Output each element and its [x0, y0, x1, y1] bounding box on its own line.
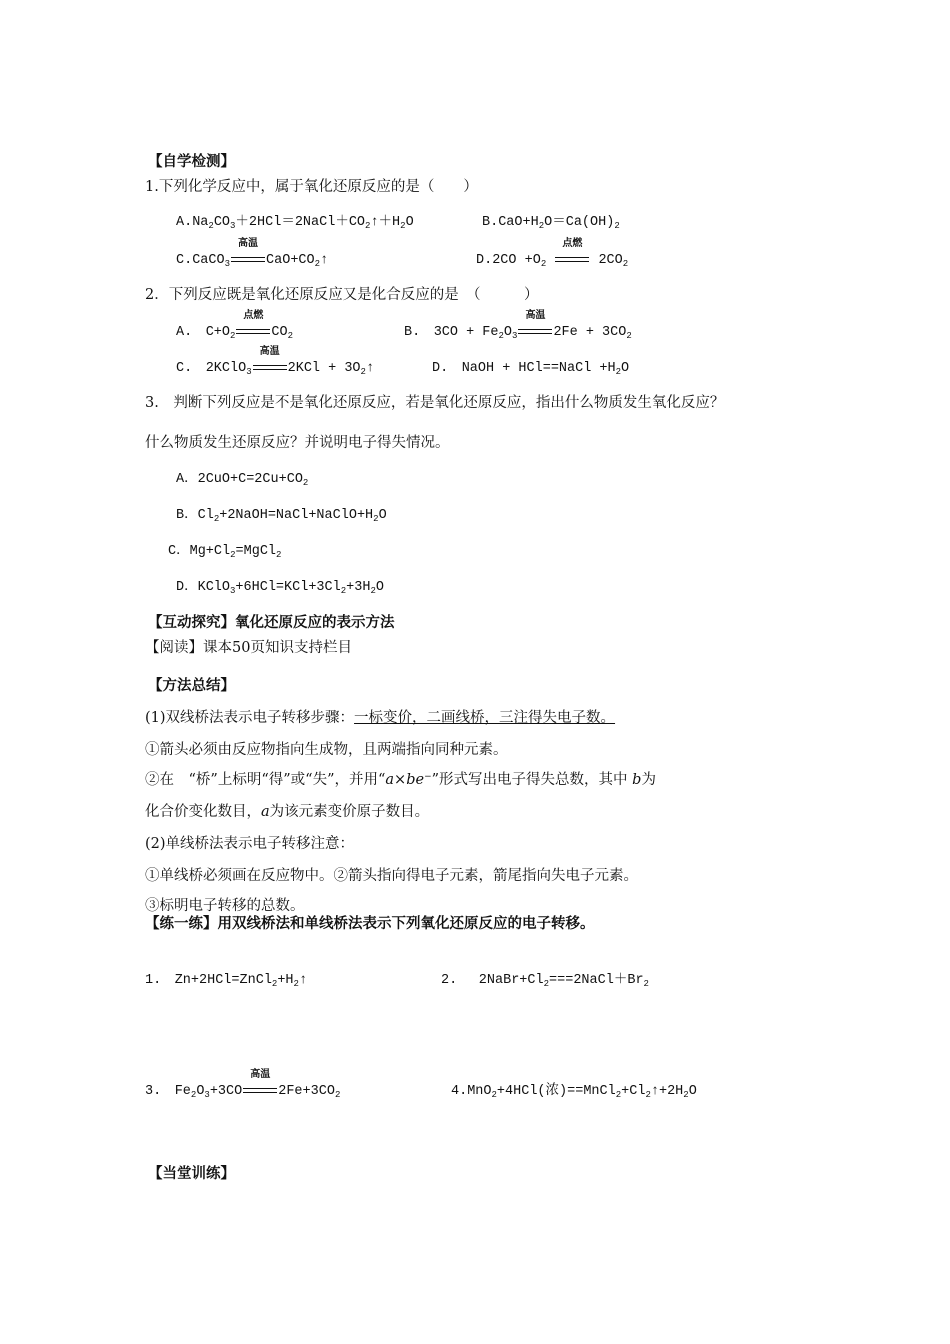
method-5: (2)单线桥法表示电子转移注意： [145, 836, 355, 852]
method-3: ②在 “桥”上标明“得”或“失”，并用“a×be−”形式写出电子得失总数，其中 b为 [145, 772, 656, 788]
practice-equation-2: 2. $2NaBr+Cl_2===2NaCl+Br_2$ [441, 973, 649, 989]
method-4: 化合价变化数目，a为该元素变价原子数目。 [145, 804, 430, 820]
q2-option-a: A. $C+O_2$ 点燃 $CO_2$ [176, 310, 294, 341]
q3-option-b: B．$Cl_2+2NaOH=NaCl+NaClO+H_2O$ [176, 508, 387, 524]
method-7: ③标明电子转移的总数。 [145, 898, 305, 914]
method-2: ①箭头必须由反应物指向生成物，且两端指向同种元素。 [145, 742, 508, 758]
method-summary-heading: 【方法总结】 [148, 678, 235, 694]
section-heading-self-check: 【自学检测】 [148, 154, 235, 170]
q3-option-a: A．$2CuO+C=2Cu+CO_2$ [176, 472, 309, 488]
q3-option-d: D．$KClO_3+6HCl=KCl+3Cl_2+3H_2O$ [176, 580, 384, 596]
question-3-line2: 什么物质发生还原反应？并说明电子得失情况。 [145, 435, 450, 451]
method-6: ①单线桥必须画在反应物中。②箭头指向得电子元素，箭尾指向失电子元素。 [145, 868, 638, 884]
practice-equation-3: 3. $Fe_2O_3+3CO$ 高温 $2Fe+3CO_2$ [145, 1069, 341, 1100]
q2-option-c: C. 2KClO$_3$ 高温 $2KCl + 3O_2↑$ [176, 346, 375, 377]
q1-option-b: $B.CaO+H_2O=Ca(OH)_2$ [482, 215, 620, 231]
q1-option-a: $A.Na_2CO_3+2HCl=2NaCl+CO_2↑+H_2O$ [176, 215, 414, 231]
section-heading-class-training: 【当堂训练】 [148, 1166, 235, 1182]
method-1: (1)双线桥法表示电子转移步骤：一标变价，二画线桥，三注得失电子数。 [145, 710, 616, 726]
q2-option-d: D. NaOH + HCl==NaCl $+H_2O$ [432, 361, 630, 377]
high-temp-condition: 高温 [231, 251, 265, 271]
q1-option-d: $D.2CO +O_2$ 点燃 $2CO_2$ [476, 238, 629, 269]
q1-option-c: C.CaCO$_3$ 高温 $CaO+CO_2↑$ [176, 238, 329, 269]
q3-option-c: C．$Mg+Cl_2=MgCl_2$ [168, 544, 282, 560]
high-temp-condition: 高温 [253, 359, 287, 379]
high-temp-condition: 高温 [518, 323, 552, 343]
practice-equation-1: 1. $Zn+2HCl=ZnCl_2+H_2↑$ [145, 973, 308, 989]
ignite-condition: 点燃 [236, 323, 270, 343]
question-1-stem: 1.下列化学反应中，属于氧化还原反应的是（ ） [145, 179, 478, 195]
section-heading-interactive: 【互动探究】氧化还原反应的表示方法 [148, 615, 395, 631]
q2-option-b: B. $3CO + Fe_2O_3$ 高温 $2Fe + 3CO_2$ [404, 310, 632, 341]
practice-equation-4: 4.MnO$_2$+4HCl(浓)$==MnCl_2+Cl_2↑+2H_2O$ [451, 1084, 697, 1100]
reading-note: 【阅读】课本50页知识支持栏目 [145, 640, 352, 656]
ignite-condition: 点燃 [555, 251, 589, 271]
question-3-line1: 3. 判断下列反应是不是氧化还原反应，若是氧化还原反应，指出什么物质发生氧化反应？ [145, 395, 725, 411]
high-temp-condition: 高温 [243, 1082, 277, 1102]
question-2-stem: 2．下列反应既是氧化还原反应又是化合反应的是 （ ） [145, 287, 539, 303]
practice-heading: 【练一练】用双线桥法和单线桥法表示下列氧化还原反应的电子转移。 [145, 916, 595, 932]
